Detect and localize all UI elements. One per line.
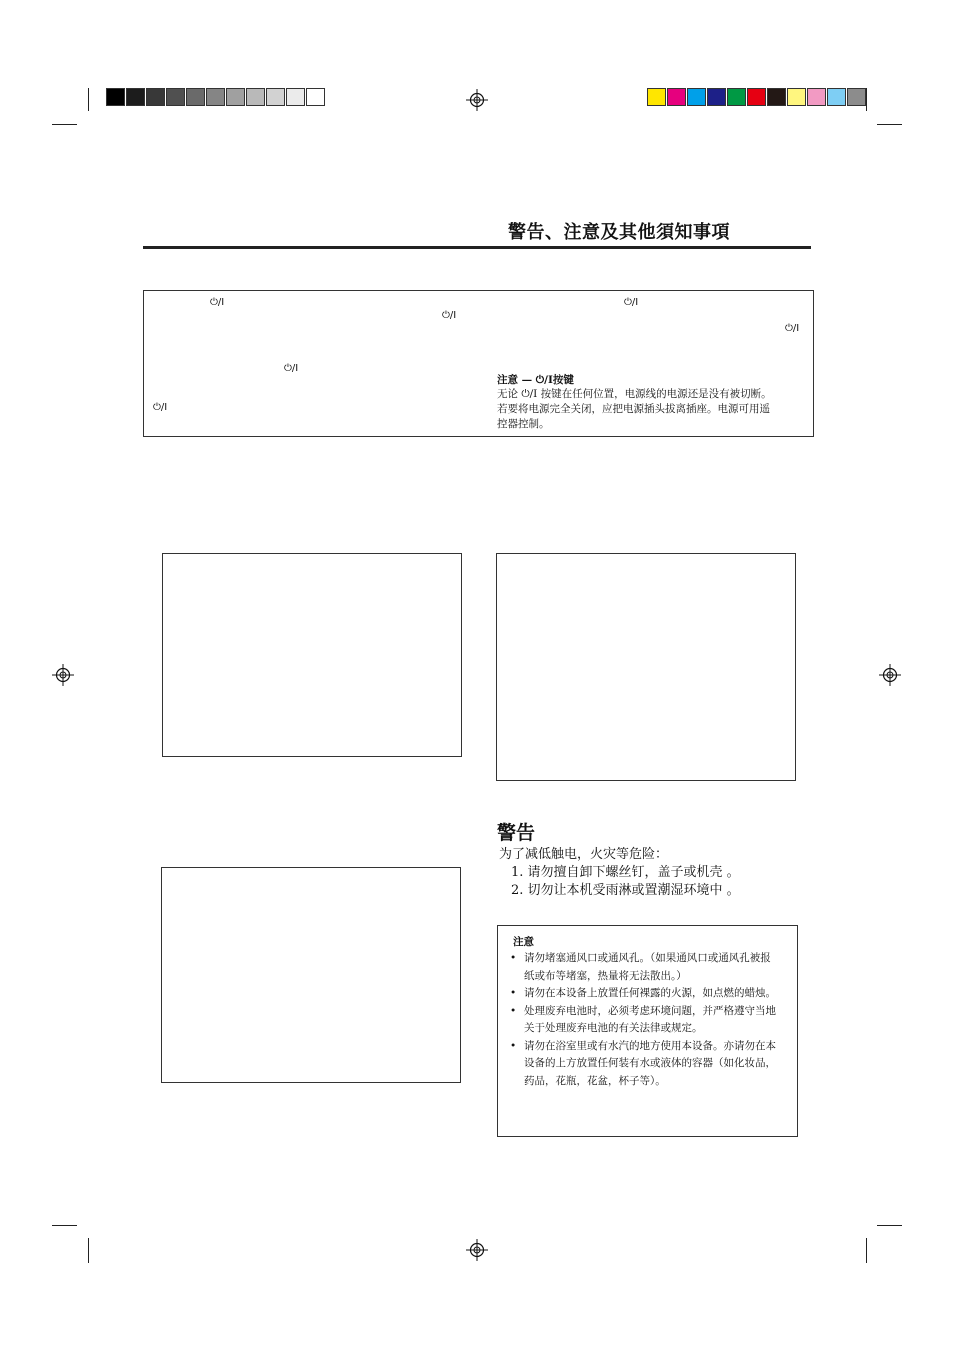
power-symbol-icon: ⏻/I — [153, 402, 168, 413]
color-swatch — [146, 88, 165, 106]
list-item: • 请勿在浴室里或有水汽的地方使用本设备。亦请勿在本设备的上方放置任何装有水或液体的容器（如化妆品，药品，花瓶，花盆，杯子等）。 — [510, 1038, 780, 1091]
registration-mark-icon — [466, 89, 488, 111]
warning-item: 1. 请勿擅自卸下螺丝钉，盖子或机壳 。 — [511, 865, 740, 880]
crop-mark — [88, 1238, 89, 1263]
power-caution-line: 若要将电源完全关闭，应把电源插头拔离插座。电源可用遥 — [497, 403, 770, 415]
caution-list — [510, 950, 780, 1090]
title-rule — [143, 246, 811, 249]
color-swatch — [126, 88, 145, 106]
list-item: • 请勿堵塞通风口或通风孔。（如果通风口或通风孔被报纸或布等堵塞，热量将无法散出。） — [510, 950, 780, 985]
color-swatch — [286, 88, 305, 106]
crop-mark — [877, 124, 902, 125]
label-box — [162, 553, 462, 757]
warning-item: 2. 切勿让本机受雨淋或置潮湿环境中 。 — [511, 883, 740, 898]
crop-mark — [88, 88, 89, 111]
color-swatch — [306, 88, 325, 106]
power-caution-line: 控器控制。 — [497, 418, 550, 430]
notice-box — [143, 290, 814, 437]
warning-heading: 警告 — [497, 822, 536, 844]
color-swatch — [186, 88, 205, 106]
power-symbol-icon: ⏻/I — [210, 297, 225, 308]
registration-mark-icon — [466, 1239, 488, 1261]
power-symbol-icon: ⏻/I — [785, 323, 800, 334]
color-swatch — [827, 88, 846, 106]
gray-color-bar — [106, 88, 326, 106]
color-swatch — [246, 88, 265, 106]
caution-box — [497, 925, 798, 1137]
color-swatch — [707, 88, 726, 106]
registration-mark-icon — [52, 664, 74, 686]
power-caution-title: 注意 — ⏻/I按键 — [497, 374, 574, 386]
color-swatch — [667, 88, 686, 106]
crop-mark — [866, 1238, 867, 1263]
power-symbol-icon: ⏻/I — [624, 297, 639, 308]
color-swatch — [807, 88, 826, 106]
color-swatch — [727, 88, 746, 106]
color-swatch — [226, 88, 245, 106]
crop-mark — [52, 124, 77, 125]
power-symbol-icon: ⏻/I — [284, 363, 299, 374]
color-swatch — [787, 88, 806, 106]
label-box — [496, 553, 796, 781]
warning-text — [499, 846, 740, 900]
color-swatch — [847, 88, 866, 106]
power-caution-line: 无论 ⏻/I 按键在任何位置，电源线的电源还是没有被切断。 — [497, 388, 772, 400]
crop-mark — [877, 1225, 902, 1226]
color-swatch — [767, 88, 786, 106]
color-swatch — [266, 88, 285, 106]
color-swatch — [166, 88, 185, 106]
list-item: • 处理废弃电池时，必须考虑环境问题，并严格遵守当地关于处理废弃电池的有关法律或规定。 — [510, 1003, 780, 1038]
list-item: • 请勿在本设备上放置任何裸露的火源，如点燃的蜡烛。 — [510, 985, 780, 1003]
power-symbol-icon: ⏻/I — [442, 310, 457, 321]
color-swatch — [687, 88, 706, 106]
color-bar — [647, 88, 867, 106]
caution-title: 注意 — [513, 936, 534, 948]
color-swatch — [106, 88, 125, 106]
color-swatch — [647, 88, 666, 106]
label-box — [161, 867, 461, 1083]
color-swatch — [747, 88, 766, 106]
registration-mark-icon — [879, 664, 901, 686]
warning-intro: 为了减低触电，火灾等危险： — [499, 847, 669, 862]
page-title: 警告、注意及其他須知事項 — [508, 222, 730, 243]
crop-mark — [52, 1225, 77, 1226]
color-swatch — [206, 88, 225, 106]
